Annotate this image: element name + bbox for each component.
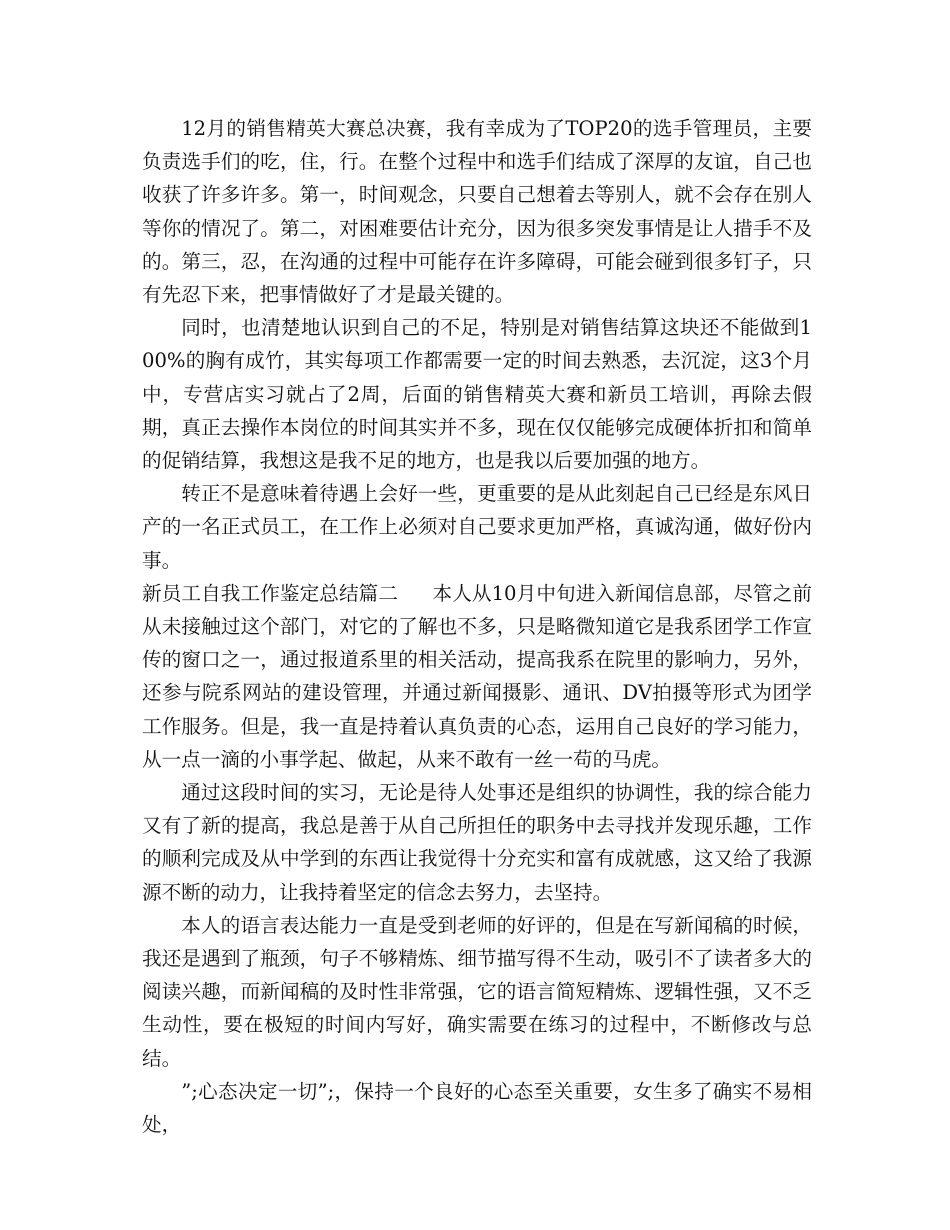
paragraph-1: 12月的销售精英大赛总决赛，我有幸成为了TOP20的选手管理员，主要负责选手们的吃，住，行。在整个过程中和选手们结成了深厚的友谊，自己也收获了许多许多。第一，时间观念，只要自己想着去等别人，就不会存在别人等你的情况了。第二，对困难要估计充分，因为很多突发事情是让人措手不及的。第三，忍，在沟通的过程中可能存在许多障碍，可能会碰到很多钉子，只有先忍下来，把事情做好了才是最关键的。 (142, 117, 812, 307)
section-first-paragraph: 本人从10月中旬进入新闻信息部，尽管之前从未接触过这个部门，对它的了解也不多，只是略微知道它是我系团学工作宣传的窗口之一，通过报道系里的相关活动，提高我系在院里的影响力，另外，还参与院系网站的建设管理，并通过新闻摄影、通讯、DV拍摄等形式为团学工作服务。但是，我一直是持着认真负责的心态，运用自己良好的学习能力，从一点一滴的小事学起、做起，从来不敢有一丝一苟的马虎。 (142, 581, 813, 771)
section-two-opening (142, 577, 812, 776)
paragraph-2: 同时，也清楚地认识到自己的不足，特别是对销售结算这块还不能做到100%的胸有成竹，其实每项工作都需要一定的时间去熟悉，去沉淀，这3个月中，专营店实习就占了2周，后面的销售精英大赛和新员工培训，再除去假期，真正去操作本岗位的时间其实并不多，现在仅仅能够完成硬体折扣和简单的促销结算，我想这是我不足的地方，也是我以后要加强的地方。 (142, 316, 812, 473)
document-body (142, 112, 812, 1141)
paragraph-5: 通过这段时间的实习，无论是待人处事还是组织的协调性，我的综合能力又有了新的提高，我总是善于从自己所担任的职务中去寻找并发现乐趣，工作的顺利完成及从中学到的东西让我觉得十分充实和富有成就感，这又给了我源源不断的动力，让我持着坚定的信念去努力，去坚持。 (142, 781, 812, 904)
section-title: 新员工自我工作鉴定总结篇二 (142, 581, 399, 605)
paragraph-3: 转正不是意味着待遇上会好一些，更重要的是从此刻起自己已经是东风日产的一名正式员工，在工作上必须对自己要求更加严格，真诚沟通，做好份内事。 (142, 482, 812, 572)
paragraph-6: 本人的语言表达能力一直是受到老师的好评的，但是在写新闻稿的时候，我还是遇到了瓶颈，句子不够精炼、细节描写得不生动，吸引不了读者多大的阅读兴趣，而新闻稿的及时性非常强，它的语言简短精炼、逻辑性强，又不乏生动性，要在极短的时间内写好，确实需要在练习的过程中，不断修改与总结。 (142, 913, 812, 1070)
paragraph-7: ”;心态决定一切”;，保持一个良好的心态至关重要，女生多了确实不易相处， (142, 1079, 812, 1137)
